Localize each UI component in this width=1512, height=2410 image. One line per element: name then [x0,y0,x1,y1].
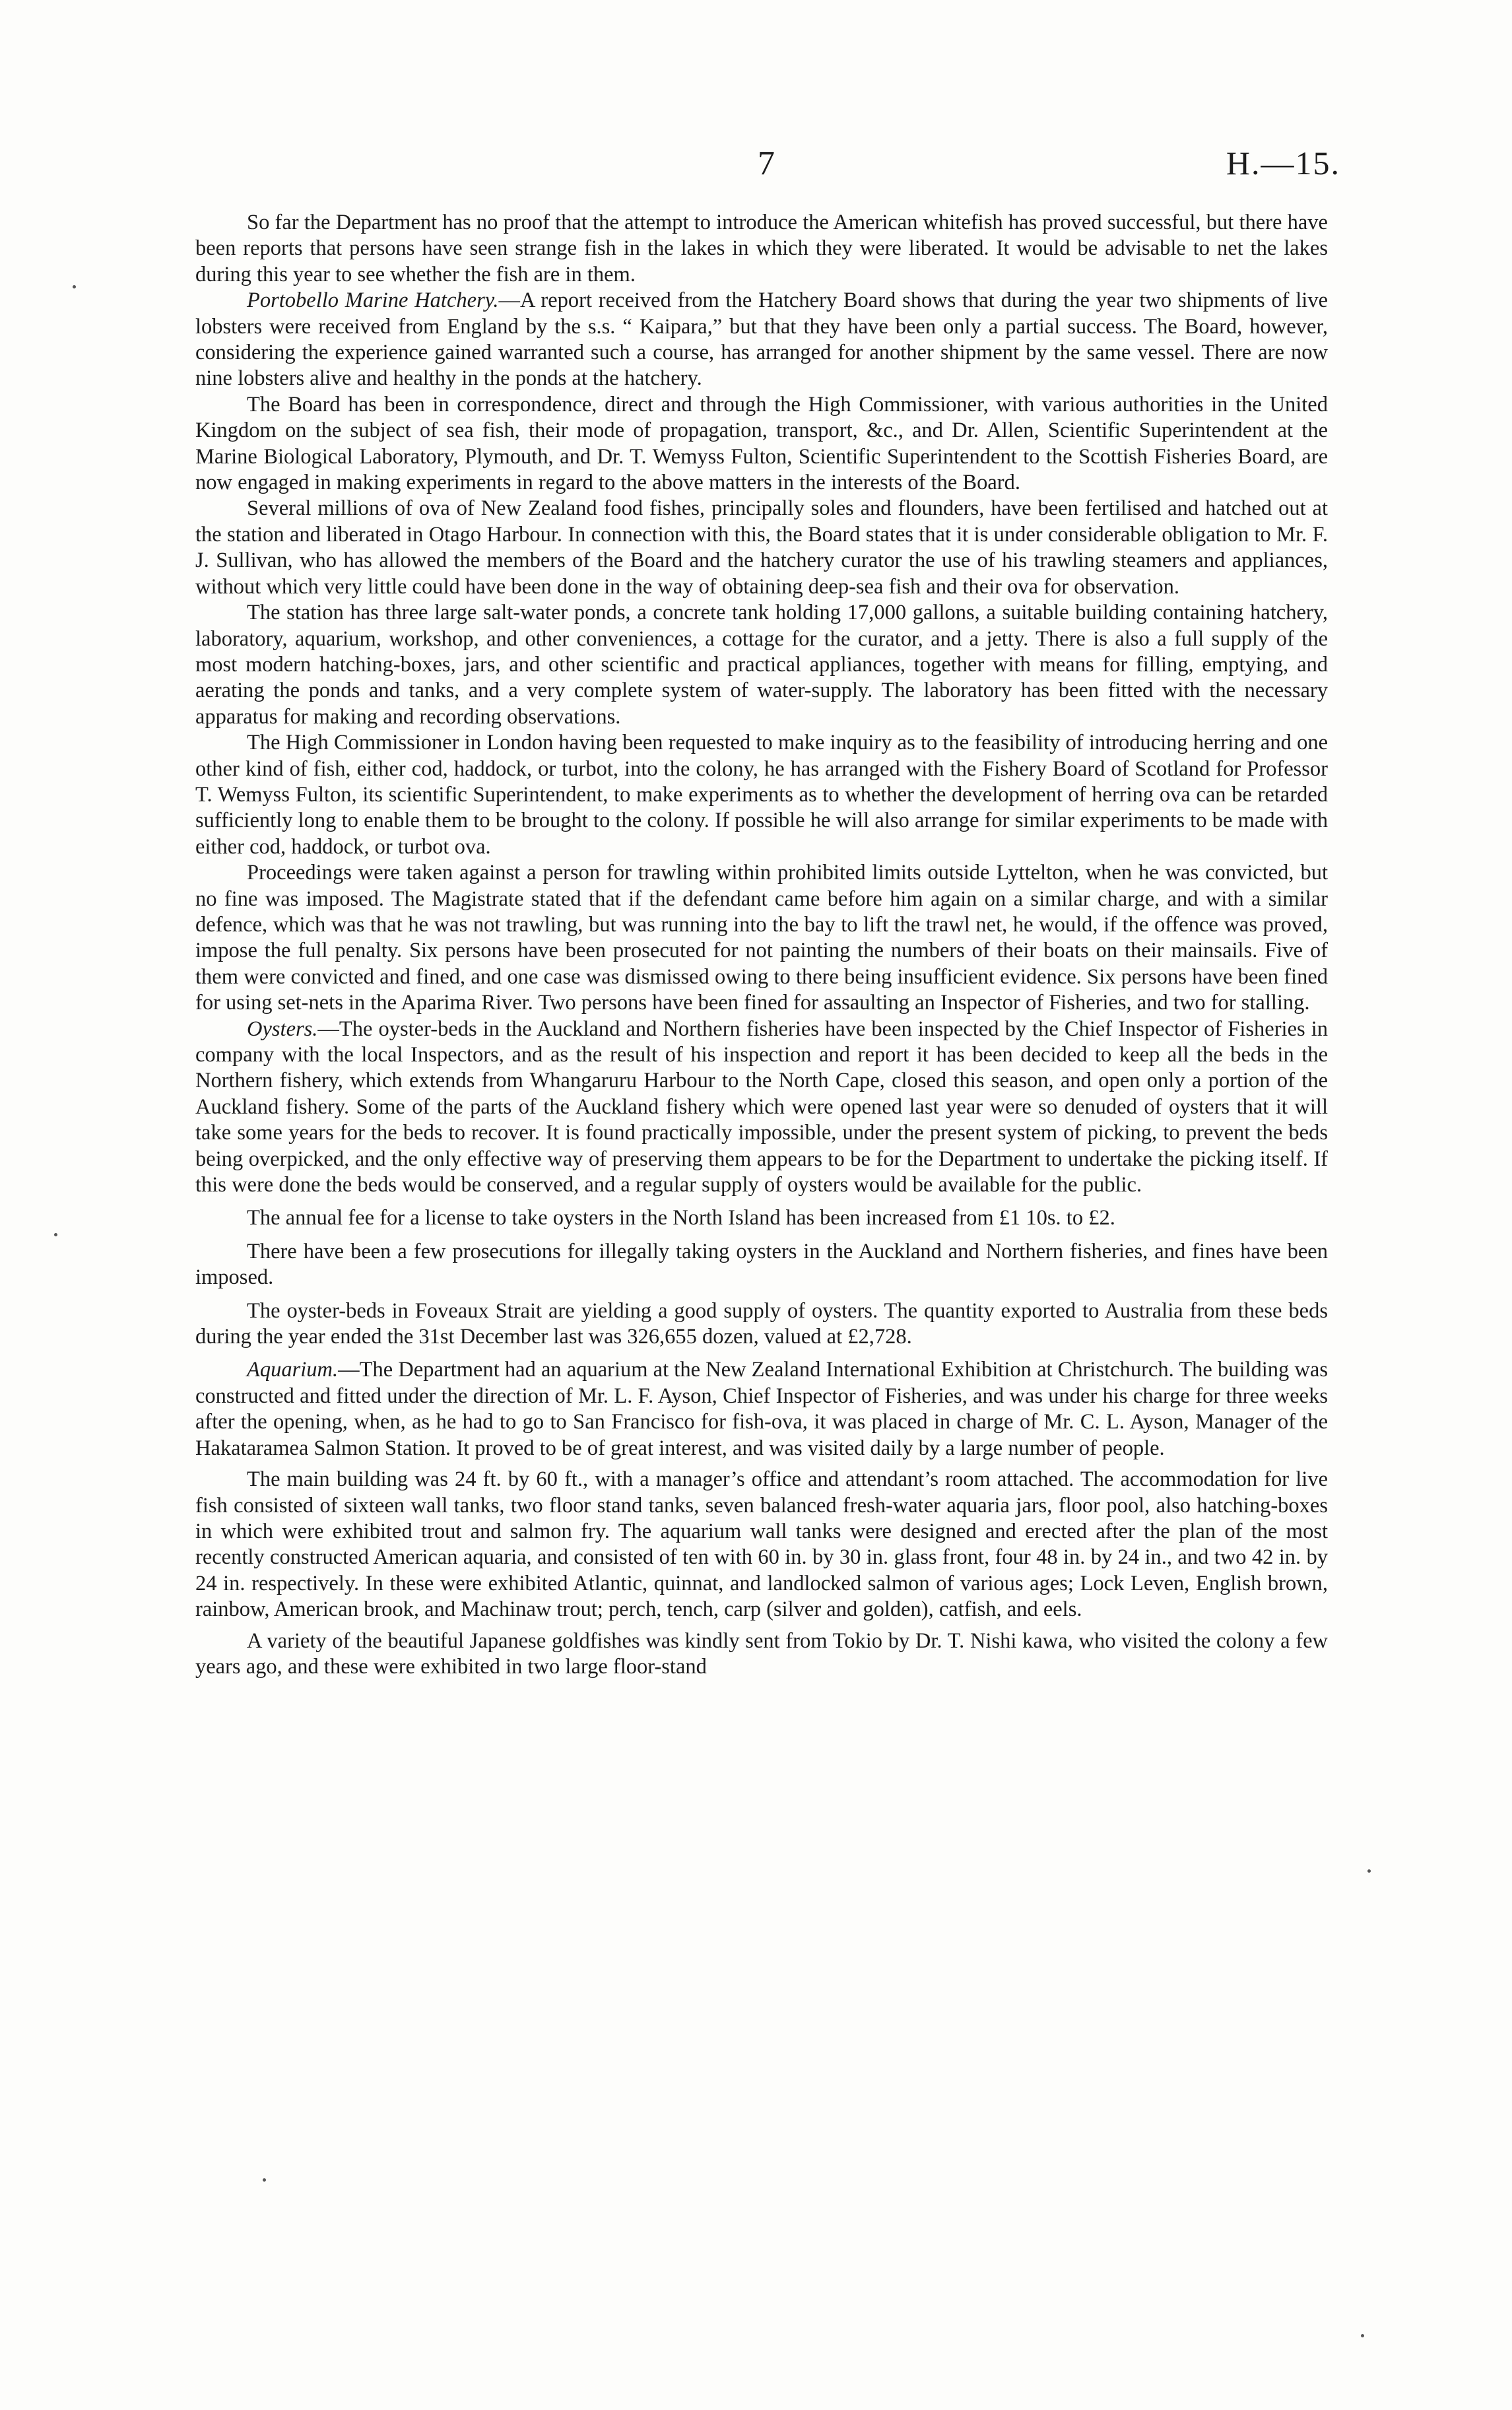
paragraph-text: The Board has been in correspondence, direct and through the High Commissioner, with various authorities in the United Kingdom on the subject of sea fish, their mode of propagation, transport, &c., and Dr. Allen, Scientific Superintendent at the Marine Biological Laboratory, Plymouth, and Dr. T. Wemyss Fulton, Scientific Superintendent to the Scottish Fisheries Board, are now engaged in making experiments in regard to the above matters in the interests of the Board. [195,392,1328,495]
paragraph-text: —A report received from the Hatchery Board shows that during the year two shipments of live lobsters were received from England by the s.s. “ Kaipara,” but that they have been only a partial success. The Board, however, considering the experience gained warranted such a course, has arranged for another shipment by the same vessel. There are now nine lobsters alive and healthy in the ponds at the hatchery. [195,288,1329,391]
paragraph-main-building [195,1467,1328,1623]
paragraph-license-fee [195,1205,1328,1231]
paragraph-text: —The Department had an aquarium at the New Zealand International Exhibition at Christchurch. The building was constructed and fitted under the direction of Mr. L. F. Ayson, Chief Inspector of Fisheries, and was under his charge for three weeks after the opening, when, as he had to go to San Francisco for fish-ova, it was placed in charge of Mr. C. L. Ayson, Manager of the Hakataramea Salmon Station. It proved to be of great interest, and was visited daily by a large number of people. [195,1358,1328,1460]
paragraph-station-facilities [195,600,1328,730]
scan-speck [1367,1869,1371,1873]
page-number: 7 [758,145,775,182]
paragraph-text: A variety of the beautiful Japanese goldfishes was kindly sent from Tokio by Dr. T. Nishi kawa, who visited the colony a few years ago, and these were exhibited in two large floor-stand [195,1628,1328,1679]
document-body [195,210,1328,1680]
paragraph-text: Several millions of ova of New Zealand food fishes, principally soles and flounders, have been fertilised and hatched out at the station and liberated in Otago Harbour. In connection with this, the Board states that it is under considerable obligation to Mr. F. J. Sullivan, who has allowed the members of the Board and the hatchery curator the use of his trawling steamers and appliances, without which very little could have been done in the way of obtaining deep-sea fish and their ova for observation. [195,496,1328,599]
document-reference: H.—15. [1226,145,1340,182]
scan-speck [263,2178,266,2182]
paragraph-text: The oyster-beds in Foveaux Strait are yielding a good supply of oysters. The quantity exported to Australia from these beds during the year ended the 31st December last was 326,655 dozen, valued at £2,728. [195,1298,1328,1349]
paragraph-text: There have been a few prosecutions for illegally taking oysters in the Auckland and Northern fisheries, and fines have been imposed. [195,1239,1328,1290]
paragraph-text: The station has three large salt-water ponds, a concrete tank holding 17,000 gallons, a suitable building containing hatchery, laboratory, aquarium, workshop, and other conveniences, a cottage for the curator, and a jetty. There is also a full supply of the most modern hatching-boxes, jars, and other scientific and practical appliances, together with means for filling, emptying, and aerating the ponds and tanks, and a very complete system of water-supply. The laboratory has been fitted with the necessary apparatus for making and recording observations. [195,601,1328,729]
paragraph-text: —The oyster-beds in the Auckland and Northern fisheries have been inspected by the Chief Inspector of Fisheries in company with the local Inspectors, and as the result of his inspection and report it has been decided to keep all the beds in the Northern fishery, which extends from Whangaruru Harbour to the North Cape, closed this season, and open only a portion of the Auckland fishery. Some of the parts of the Auckland fishery which were opened last year were so denuded of oysters that it will take some years for the beds to recover. It is found practically impossible, under the present system of picking, to prevent the beds being overpicked, and the only effective way of preserving them appears to be for the Department to undertake the picking itself. If this were done the beds would be conserved, and a regular supply of oysters would be available for the public. [195,1017,1328,1197]
paragraph-text: The main building was 24 ft. by 60 ft., with a manager’s office and attendant’s room attached. The accommodation for live fish consisted of sixteen wall tanks, two floor stand tanks, seven balanced fresh-water aquaria jars, floor pool, also hatching-boxes in which were exhibited trout and salmon fry. The aquarium wall tanks were designed and erected after the plan of the most recently constructed American aquaria, and consisted of ten with 60 in. by 30 in. glass front, four 48 in. by 24 in., and two 42 in. by 24 in. respectively. In these were exhibited Atlantic, quinnat, and landlocked salmon of various ages; Lock Leven, English brown, rainbow, American brook, and Machinaw trout; perch, tench, carp (silver and golden), catfish, and eels. [195,1467,1328,1622]
paragraph-heading: Portobello Marine Hatchery. [247,288,499,313]
paragraph-text: The annual fee for a license to take oysters in the North Island has been increased from £1 10s. to £2. [247,1206,1115,1230]
paragraph-food-fish-ova [195,496,1328,600]
scan-speck [54,1233,57,1236]
paragraph-foveaux-strait [195,1298,1328,1351]
paragraph-whitefish [195,210,1328,288]
paragraph-text: Proceedings were taken against a person for trawling within prohibited limits outside Lyttelton, when he was convicted, but no fine was imposed. The Magistrate stated that if the defendant came before him again on a similar charge, and with a similar defence, which was that he was not trawling, but was running into the bay to lift the trawl net, he would, if the offence was proved, impose the full penalty. Six persons have been prosecuted for not painting the numbers of their boats on their mainsails. Five of them were convicted and fined, and one case was dismissed owing to there being insufficient evidence. Six persons have been fined for using set-nets in the Aparima River. Two persons have been fined for assaulting an Inspector of Fisheries, and two for stalling. [195,861,1328,1015]
scan-speck [1361,2334,1364,2337]
paragraph-board-correspondence [195,392,1328,496]
paragraph-oysters [195,1017,1328,1199]
paragraph-herring-experiments [195,730,1328,860]
paragraph-goldfishes [195,1628,1328,1681]
paragraph-text: The High Commissioner in London having been requested to make inquiry as to the feasibility of introducing herring and one other kind of fish, either cod, haddock, or turbot, into the colony, he has arranged with the Fishery Board of Scotland for Professor T. Wemyss Fulton, its scientific Superintendent, to make experiments as to whether the development of herring ova can be retarded sufficiently long to enable them to be brought to the colony. If possible he will also arrange for similar experiments to be made with either cod, haddock, or turbot ova. [195,731,1328,859]
paragraph-heading: Aquarium. [247,1358,339,1382]
scan-speck [73,285,76,288]
paragraph-oyster-prosecutions [195,1239,1328,1291]
paragraph-portobello-hatchery [195,288,1328,392]
paragraph-aquarium [195,1357,1328,1461]
paragraph-text: So far the Department has no proof that the attempt to introduce the American whitefish has proved successful, but there have been reports that persons have seen strange fish in the lakes in which they were liberated. It would be advisable to net the lakes during this year to see whether the fish are in them. [195,211,1328,286]
paragraph-heading: Oysters. [247,1017,318,1041]
paragraph-prosecutions [195,860,1328,1016]
